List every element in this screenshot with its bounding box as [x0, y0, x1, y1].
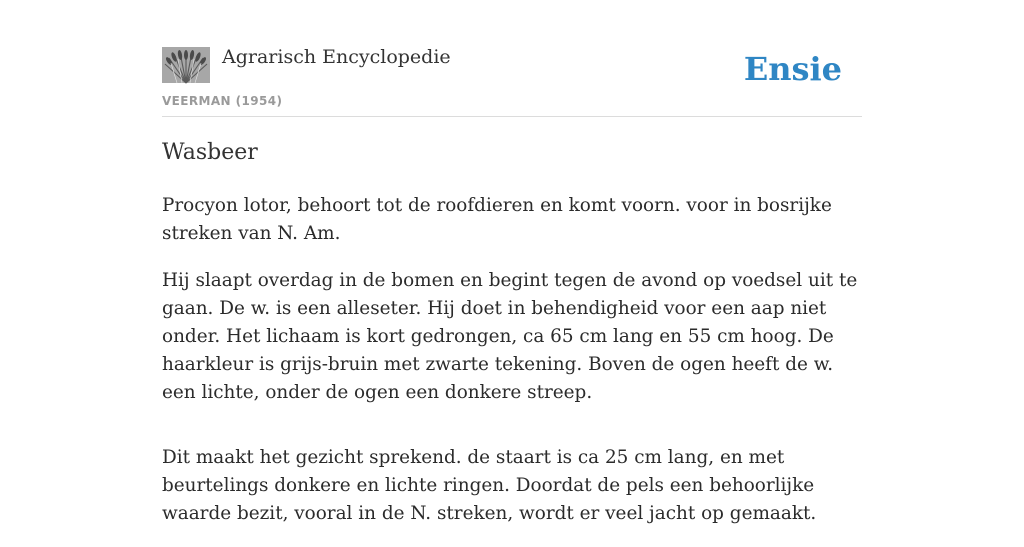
paragraph-3: Dit maakt het gezicht sprekend. de staart is ca 25 cm lang, en met beurtelings donkere en lichte ringen. Doordat de pels een behoorlijke waarde bezit, vooral in de N. streken, wordt er veel jacht op gemaakt.	[162, 447, 817, 524]
entry-body	[162, 192, 862, 547]
paragraph-2: Hij slaapt overdag in de bomen en begint tegen de avond op voedsel uit te gaan. De w. is een alleseter. Hij doet in behendigheid voor een aap niet onder. Het lichaam is kort gedrongen, ca 65 cm lang en 55 cm hoog. De haarkleur is grijs-bruin met zwarte tekening. Boven de ogen heeft de w. een lichte, onder de ogen een donkere streep.	[162, 270, 858, 403]
ensie-logo-link[interactable]: Ensie	[743, 50, 842, 88]
paragraph-1: Procyon lotor, behoort tot de roofdieren en komt voorn. voor in bosrijke streken van N. Am.	[162, 195, 832, 244]
wheat-sheaf-image[interactable]	[162, 47, 210, 83]
header	[162, 44, 862, 117]
edition-label: VEERMAN (1954)	[162, 94, 283, 108]
book-title[interactable]: Agrarisch Encyclopedie	[222, 46, 451, 68]
entry-title: Wasbeer	[162, 140, 258, 165]
